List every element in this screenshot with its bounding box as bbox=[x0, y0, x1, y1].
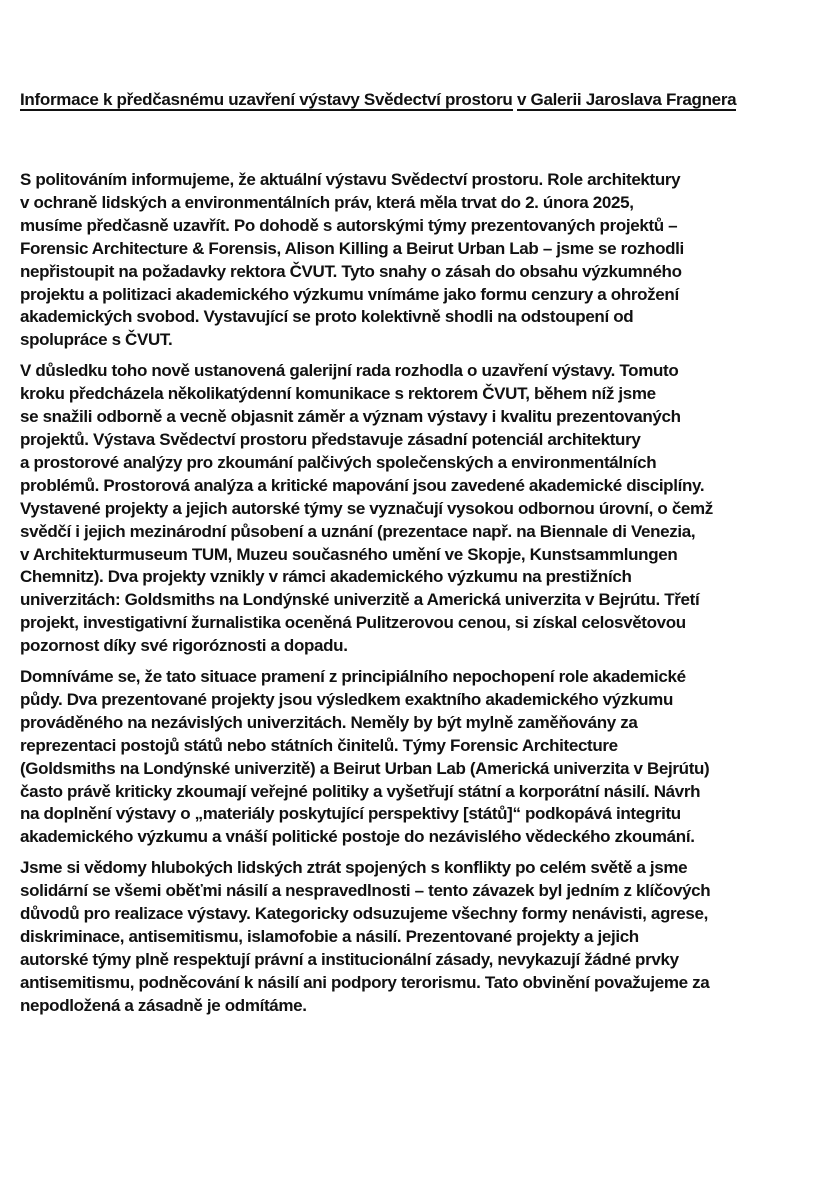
text-line: svědčí i jejich mezinárodní působení a uznání (prezentace např. na Biennale di Venezia, bbox=[20, 521, 696, 541]
text-line: kroku předcházela několikatýdenní komunikace s rektorem ČVUT, během níž jsme bbox=[20, 384, 656, 404]
text-line: často právě kriticky zkoumají veřejné politiky a vyšetřují státní a korporátní násilí. Návrh bbox=[20, 781, 701, 801]
paragraph-3 bbox=[20, 666, 820, 849]
text-line: autorské týmy plně respektují právní a institucionální zásady, nevykazují žádné prvky bbox=[20, 949, 679, 969]
text-line: na doplnění výstavy o „materiály poskytující perspektivy [států]“ podkopává integritu bbox=[20, 804, 681, 824]
text-line: reprezentaci postojů států nebo státních činitelů. Týmy Forensic Architecture bbox=[20, 735, 618, 755]
text-line: problémů. Prostorová analýza a kritické mapování jsou zavedené akademické disciplíny. bbox=[20, 475, 705, 495]
paragraph-2 bbox=[20, 360, 820, 658]
document-title bbox=[20, 88, 820, 111]
text-line: univerzitách: Goldsmiths na Londýnské univerzitě a Americká univerzita v Bejrútu. Třetí bbox=[20, 590, 700, 610]
text-line: nepřistoupit na požadavky rektora ČVUT. Tyto snahy o zásah do obsahu výzkumného bbox=[20, 261, 682, 281]
text-line: projektu a politizaci akademického výzkumu vnímáme jako formu cenzury a ohrožení bbox=[20, 284, 679, 304]
text-line: diskriminace, antisemitismu, islamofobie a násilí. Prezentované projekty a jejich bbox=[20, 927, 639, 946]
text-line: akademického výzkumu a vnáší politické postoje do nezávislého vědeckého zkoumání. bbox=[20, 827, 695, 847]
text-line: antisemitismu, podněcování k násilí ani podpory terorismu. Tato obvinění považujeme za bbox=[20, 972, 710, 992]
text-line: (Goldsmiths na Londýnské univerzitě) a Beirut Urban Lab (Americká univerzita v Bejrútu) bbox=[20, 758, 710, 778]
text-line: Chemnitz). Dva projekty vznikly v rámci akademického výzkumu na prestižních bbox=[20, 567, 632, 587]
text-line: akademických svobod. Vystavující se proto kolektivně shodli na odstoupení od bbox=[20, 307, 634, 327]
paragraph-1 bbox=[20, 169, 820, 352]
text-line: nepodložená a zásadně je odmítáme. bbox=[20, 995, 307, 1015]
text-line: důvodů pro realizace výstavy. Kategoricky odsuzujeme všechny formy nenávisti, agrese, bbox=[20, 904, 708, 924]
text-line: se snažili odborně a vecně objasnit záměr a význam výstavy i kvalitu prezentovaných bbox=[20, 407, 681, 427]
text-line: musíme předčasně uzavřít. Po dohodě s autorskými týmy prezentovaných projektů – bbox=[20, 215, 678, 235]
title-line: v Galerii Jaroslava Fragnera bbox=[516, 90, 737, 109]
paragraph-4 bbox=[20, 857, 820, 1017]
text-line: solidární se všemi oběťmi násilí a nespravedlnosti – tento závazek byl jedním z klíčových bbox=[20, 881, 711, 901]
text-line: v Architekturmuseum TUM, Muzeu současného umění ve Skopje, Kunstsammlungen bbox=[20, 544, 678, 564]
text-line: a prostorové analýzy pro zkoumání palčivých společenských a environmentálních bbox=[20, 452, 657, 472]
text-line: Domníváme se, že tato situace pramení z principiálního nepochopení role akademické bbox=[20, 667, 686, 687]
document-page bbox=[20, 88, 820, 1026]
text-line: projektů. Výstava Svědectví prostoru představuje zásadní potenciál architektury bbox=[20, 429, 641, 449]
text-line: Forensic Architecture & Forensis, Alison Killing a Beirut Urban Lab – jsme se rozhodli bbox=[20, 238, 684, 258]
text-line: prováděného na nezávislých univerzitách. Neměly by být mylně zaměňovány za bbox=[20, 712, 638, 732]
text-line: Jsme si vědomy hlubokých lidských ztrát spojených s konflikty po celém světě a jsme bbox=[20, 858, 688, 878]
text-line: půdy. Dva prezentované projekty jsou výsledkem exaktního akademického výzkumu bbox=[20, 689, 673, 709]
text-line: spolupráce s ČVUT. bbox=[20, 330, 173, 350]
title-line: Informace k předčasnému uzavření výstavy Svědectví prostoru bbox=[20, 90, 513, 109]
text-line: Vystavené projekty a jejich autorské týmy se vyznačují vysokou odbornou úrovní, o čemž bbox=[20, 498, 713, 518]
text-line: V důsledku toho nově ustanovená galerijní rada rozhodla o uzavření výstavy. Tomuto bbox=[20, 361, 679, 381]
text-line: projekt, investigativní žurnalistika oceněná Pulitzerovou cenou, si získal celosvětovou bbox=[20, 613, 686, 633]
text-line: pozornost díky své rigoróznosti a dopadu. bbox=[20, 636, 348, 656]
text-line: v ochraně lidských a environmentálních práv, která měla trvat do 2. února 2025, bbox=[20, 192, 634, 212]
text-line: S politováním informujeme, že aktuální výstavu Svědectví prostoru. Role architektury bbox=[20, 170, 681, 189]
